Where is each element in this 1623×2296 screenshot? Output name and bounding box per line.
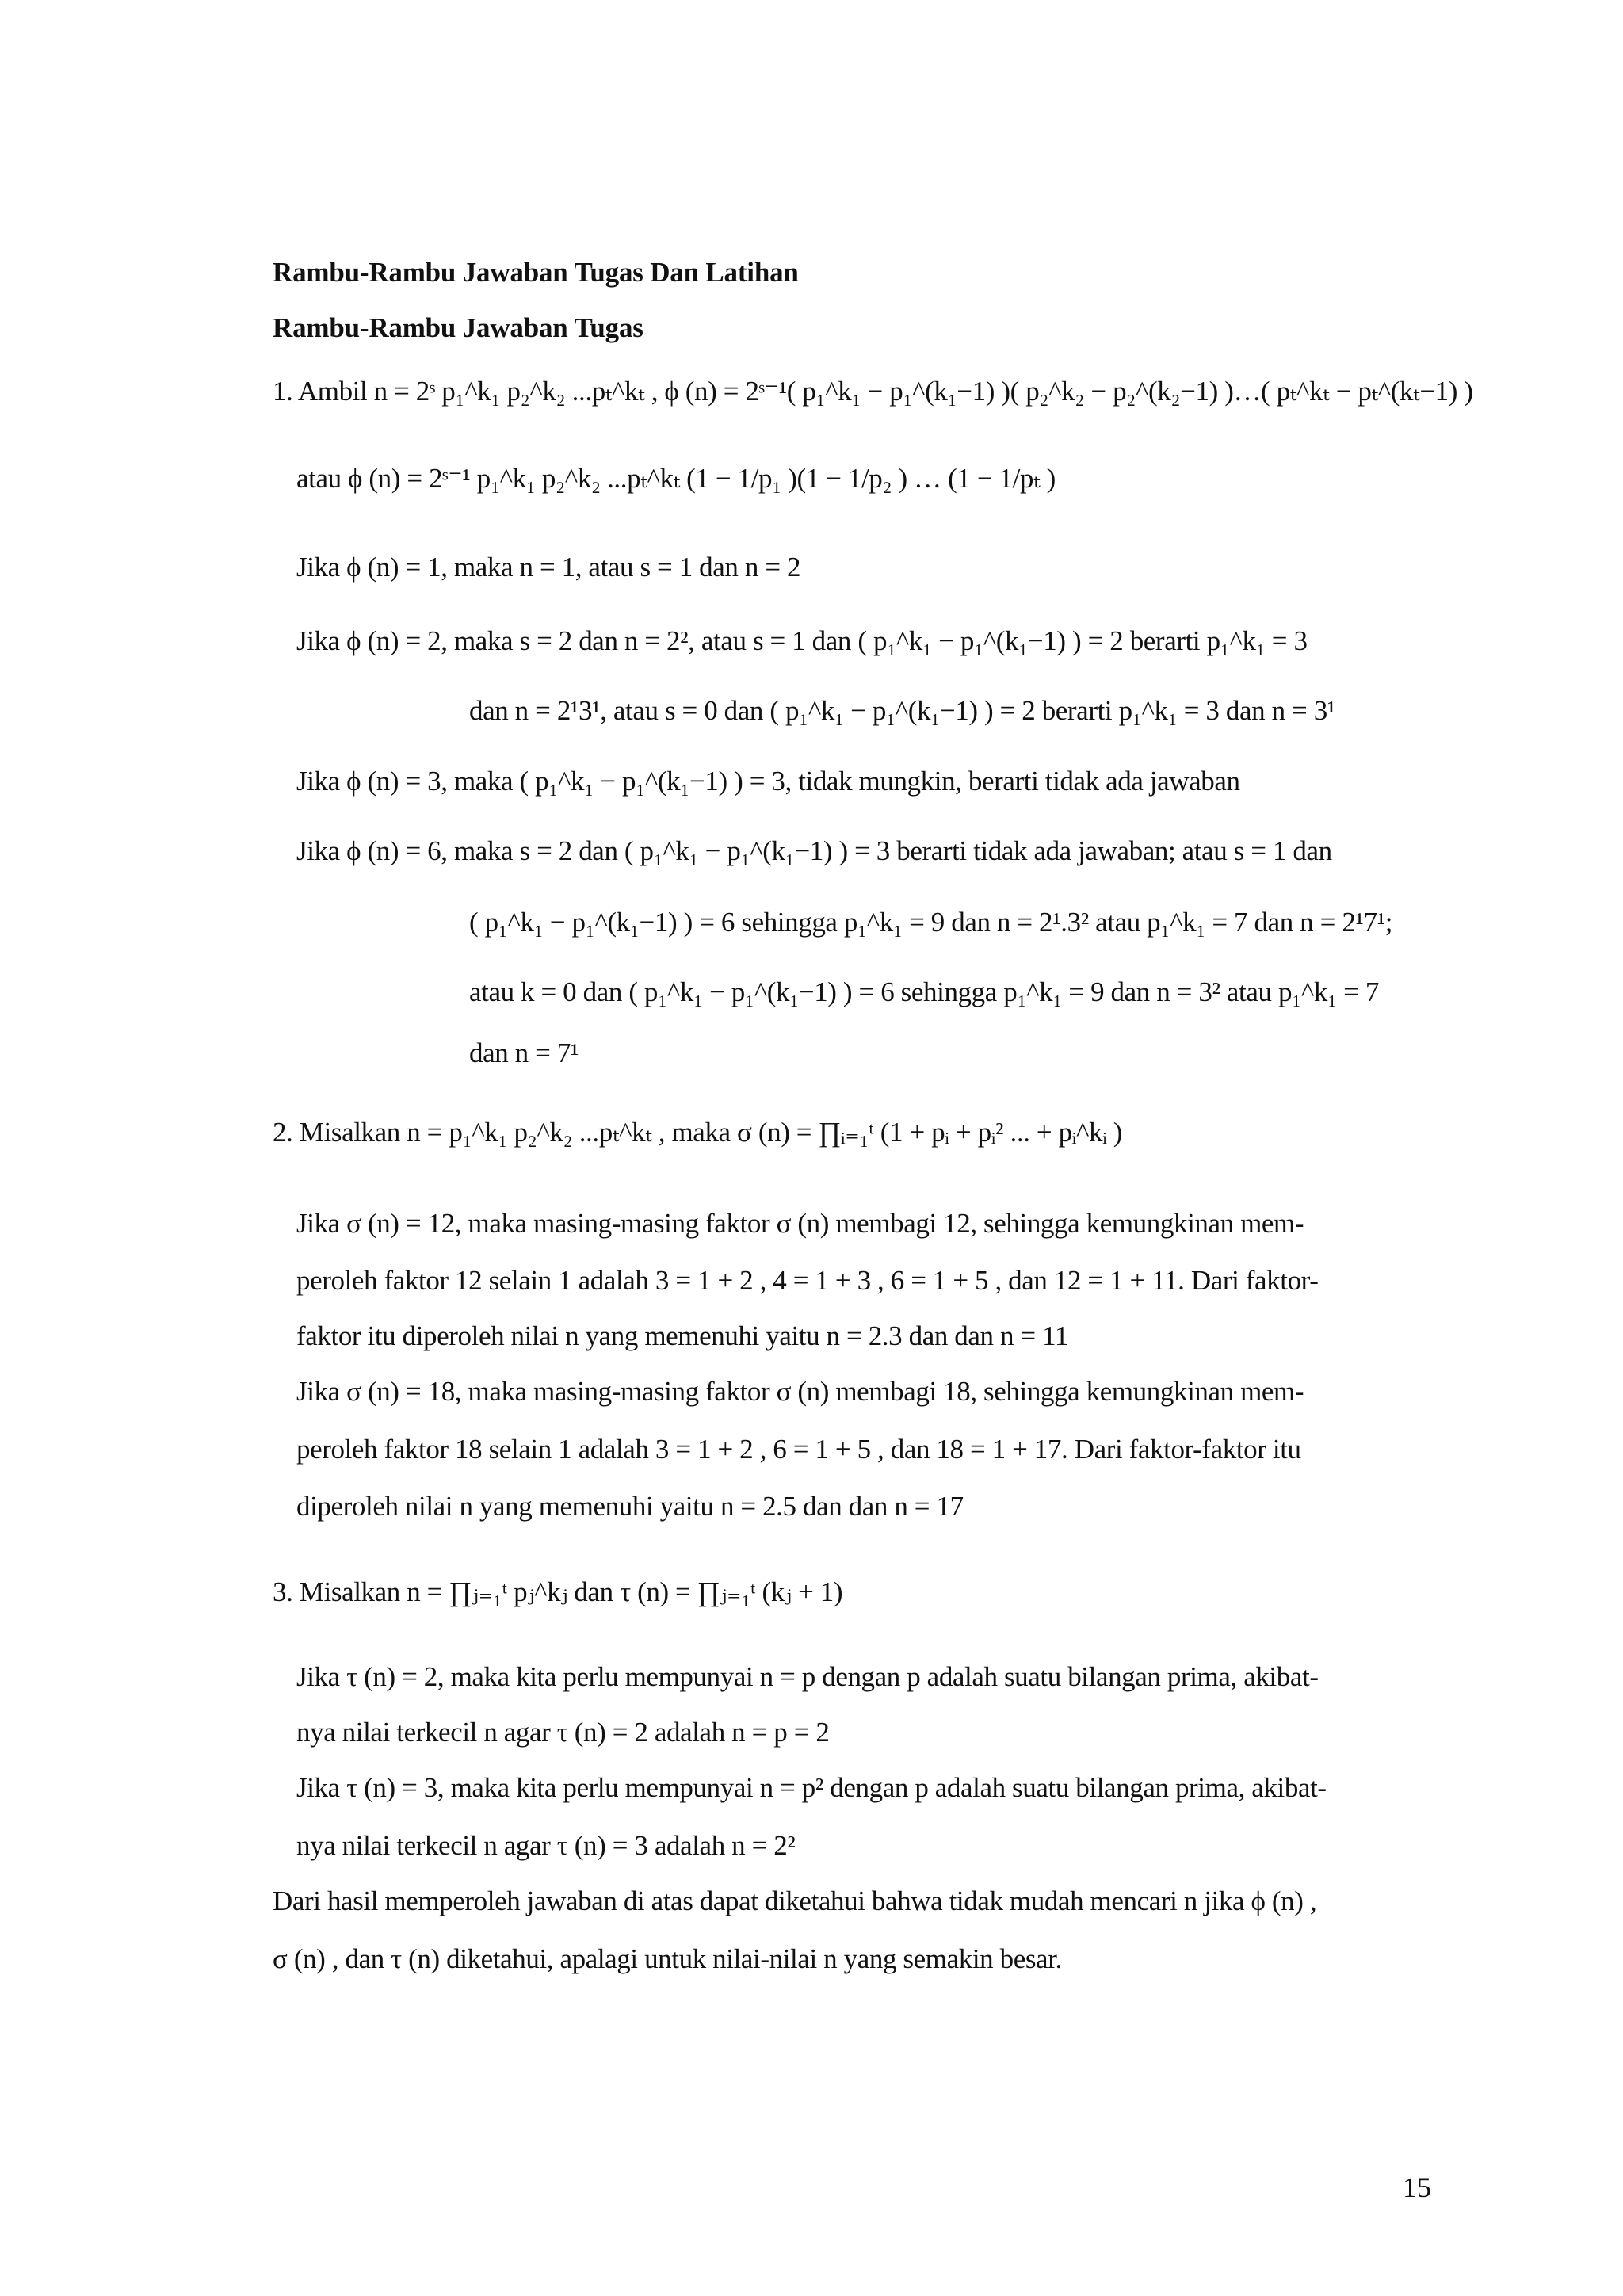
conclusion-line-2: σ (n) , dan τ (n) diketahui, apalagi untuk nilai-nilai n yang semakin besar.	[273, 1943, 1062, 1974]
item-3-tau-3-line-2: nya nilai terkecil n agar τ (n) = 3 adalah n = 2²	[296, 1830, 796, 1861]
item-1-case-phi-2: Jika ϕ (n) = 2, maka s = 2 dan n = 2², atau s = 1 dan ( p₁^k₁ − p₁^(k₁−1) ) = 2 berarti p₁^k₁ = 3	[296, 625, 1308, 656]
section-heading: Rambu-Rambu Jawaban Tugas Dan Latihan	[273, 257, 799, 288]
item-2-sigma-18-line-1: Jika σ (n) = 18, maka masing-masing faktor σ (n) membagi 18, sehingga kemungkinan mem-	[296, 1376, 1304, 1407]
item-1-case-phi-2-cont: dan n = 2¹3¹, atau s = 0 dan ( p₁^k₁ − p₁^(k₁−1) ) = 2 berarti p₁^k₁ = 3 dan n = 3¹	[469, 695, 1335, 726]
item-2-sigma-12-line-3: faktor itu diperoleh nilai n yang memenuhi yaitu n = 2.3 dan dan n = 11	[296, 1320, 1069, 1351]
item-3-tau-2-line-2: nya nilai terkecil n agar τ (n) = 2 adalah n = p = 2	[296, 1717, 830, 1748]
subsection-heading: Rambu-Rambu Jawaban Tugas	[273, 312, 643, 343]
item-1-case-phi-6-cont-2: atau k = 0 dan ( p₁^k₁ − p₁^(k₁−1) ) = 6 sehingga p₁^k₁ = 9 dan n = 3² atau p₁^k₁ = 7	[469, 976, 1379, 1007]
item-3-tau-3-line-1: Jika τ (n) = 3, maka kita perlu mempunyai n = p² dengan p adalah suatu bilangan prima, akibat-	[296, 1772, 1327, 1803]
item-3-definition: 3. Misalkan n = ∏ⱼ₌₁ᵗ pⱼ^kⱼ dan τ (n) = ∏ⱼ₌₁ᵗ (kⱼ + 1)	[273, 1576, 843, 1607]
item-1-alternative-form: atau ϕ (n) = 2ˢ⁻¹ p₁^k₁ p₂^k₂ ...pₜ^kₜ (1 − 1/p₁ )(1 − 1/p₂ ) … (1 − 1/pₜ )	[296, 463, 1056, 494]
item-3-tau-2-line-1: Jika τ (n) = 2, maka kita perlu mempunyai n = p dengan p adalah suatu bilangan prima, akibat-	[296, 1661, 1319, 1692]
item-1-definition: 1. Ambil n = 2ˢ p₁^k₁ p₂^k₂ ...pₜ^kₜ , ϕ (n) = 2ˢ⁻¹( p₁^k₁ − p₁^(k₁−1) )( p₂^k₂ − p₂^(k₂−1) )…( pₜ^kₜ − pₜ^(kₜ−1) )	[273, 376, 1473, 407]
item-1-case-phi-6: Jika ϕ (n) = 6, maka s = 2 dan ( p₁^k₁ − p₁^(k₁−1) ) = 3 berarti tidak ada jawaban; atau s = 1 dan	[296, 835, 1332, 866]
item-2-sigma-12-line-2: peroleh faktor 12 selain 1 adalah 3 = 1 + 2 , 4 = 1 + 3 , 6 = 1 + 5 , dan 12 = 1 + 11. Dari faktor-	[296, 1265, 1319, 1296]
item-2-definition: 2. Misalkan n = p₁^k₁ p₂^k₂ ...pₜ^kₜ , maka σ (n) = ∏ᵢ₌₁ᵗ (1 + pᵢ + pᵢ² ... + pᵢ^kᵢ )	[273, 1117, 1123, 1148]
item-2-sigma-12-line-1: Jika σ (n) = 12, maka masing-masing faktor σ (n) membagi 12, sehingga kemungkinan mem-	[296, 1208, 1304, 1239]
conclusion-line-1: Dari hasil memperoleh jawaban di atas dapat diketahui bahwa tidak mudah mencari n jika ϕ (n) ,	[273, 1885, 1317, 1916]
item-2-sigma-18-line-3: diperoleh nilai n yang memenuhi yaitu n = 2.5 dan dan n = 17	[296, 1491, 964, 1522]
item-1-case-phi-6-cont-3: dan n = 7¹	[469, 1037, 579, 1068]
item-1-case-phi-6-cont-1: ( p₁^k₁ − p₁^(k₁−1) ) = 6 sehingga p₁^k₁ = 9 dan n = 2¹.3² atau p₁^k₁ = 7 dan n = 2¹7¹;	[469, 907, 1393, 938]
page-number: 15	[1403, 2172, 1431, 2203]
item-1-case-phi-1: Jika ϕ (n) = 1, maka n = 1, atau s = 1 dan n = 2	[296, 552, 801, 583]
item-2-sigma-18-line-2: peroleh faktor 18 selain 1 adalah 3 = 1 + 2 , 6 = 1 + 5 , dan 18 = 1 + 17. Dari faktor-faktor itu	[296, 1434, 1301, 1465]
item-1-case-phi-3: Jika ϕ (n) = 3, maka ( p₁^k₁ − p₁^(k₁−1) ) = 3, tidak mungkin, berarti tidak ada jawaban	[296, 766, 1240, 797]
